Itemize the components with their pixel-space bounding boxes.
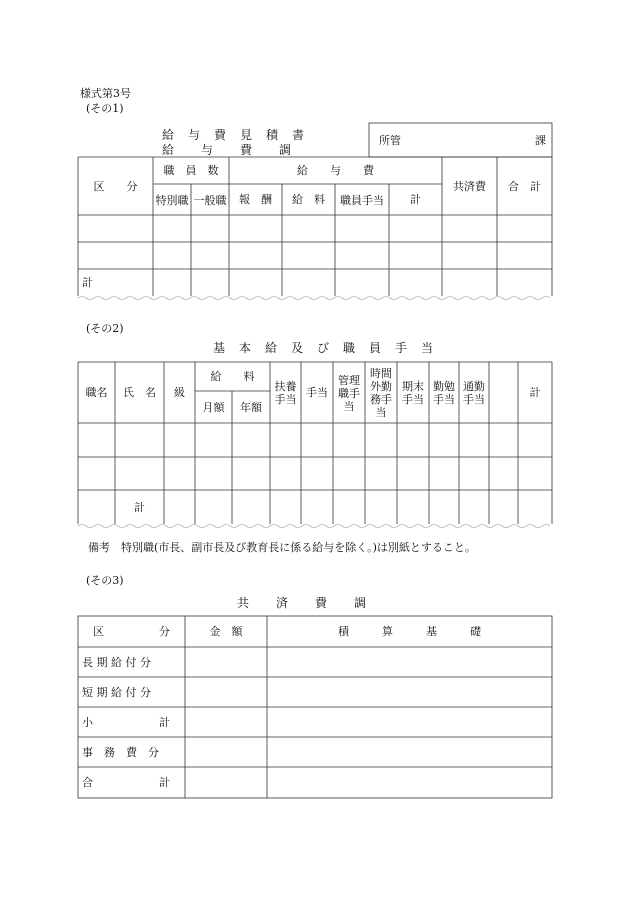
p2-dependent-header: 扶養手当 (274, 380, 297, 406)
part2-label: (その2) (86, 322, 124, 335)
p1-mutual-aid-header: 共済費 (453, 179, 486, 193)
p1-subtotal-header: 計 (410, 193, 421, 206)
p2-total-header: 計 (529, 386, 541, 399)
p1-allowance-header: 職員手当 (340, 193, 384, 207)
p3-row-admin: 事 務 費 分 (82, 745, 159, 759)
p3-row-subtotal: 小 計 (82, 715, 170, 729)
dept-suffix: 課 (535, 133, 546, 147)
p1-general-header: 一般職 (193, 193, 227, 207)
p1-pay-header: 給 料 (292, 193, 325, 206)
p2-job-header: 職名 (85, 386, 108, 399)
part1-title-line1: 給 与 費 見 積 書 (162, 128, 306, 142)
part1-label: (その1) (86, 102, 124, 115)
p2-total-row-label: 計 (134, 500, 145, 514)
p2-salary-group-header: 給 料 (210, 370, 255, 383)
part2-title: 基 本 給 及 び 職 員 手 当 (213, 341, 435, 355)
p2-annual-header: 年額 (240, 400, 262, 414)
p3-row-long-term: 長 期 給 付 分 (82, 655, 151, 669)
p1-salary-group-header: 給 与 費 (297, 164, 374, 177)
p3-basis-header: 積 算 基 礎 (338, 625, 481, 638)
p3-category-header: 区 分 (93, 625, 170, 638)
p2-diligence-header: 勤勉手当 (433, 380, 455, 406)
p2-monthly-header: 月額 (202, 400, 225, 414)
p2-commute-header: 通勤手当 (463, 380, 485, 406)
p3-amount-header: 金 額 (209, 625, 243, 638)
p3-row-short-term: 短 期 給 付 分 (82, 685, 151, 699)
p1-total-header: 合 計 (508, 179, 541, 193)
p2-name-header: 氏 名 (123, 386, 156, 399)
p2-overtime-header: 時間外勤務手当 (370, 367, 392, 419)
p1-staff-count-header: 職 員 数 (163, 164, 219, 177)
form-number: 様式第3号 (80, 87, 131, 100)
part3-label: (その3) (86, 574, 124, 587)
p2-grade-header: 級 (174, 386, 185, 399)
p1-total-row-label: 計 (82, 276, 93, 289)
part1-title-line2: 給 与 費 調 (162, 143, 293, 157)
p2-allowance-blank-header: 手当 (306, 386, 328, 399)
p1-special-header: 特別職 (155, 193, 189, 207)
p2-managerial-header: 管理職手当 (338, 373, 360, 413)
part3-title: 共 済 費 調 (237, 596, 368, 610)
dept-label: 所管 (379, 133, 401, 147)
p1-category-header: 区 分 (93, 179, 138, 193)
part2-note: 備考 特別職(市長、副市長及び教育長に係る給与を除く。)は別紙とすること。 (88, 541, 476, 554)
p2-term-end-header: 期末手当 (402, 380, 424, 406)
p1-remuneration-header: 報 酬 (239, 193, 272, 206)
p3-row-total: 合 計 (82, 776, 170, 789)
